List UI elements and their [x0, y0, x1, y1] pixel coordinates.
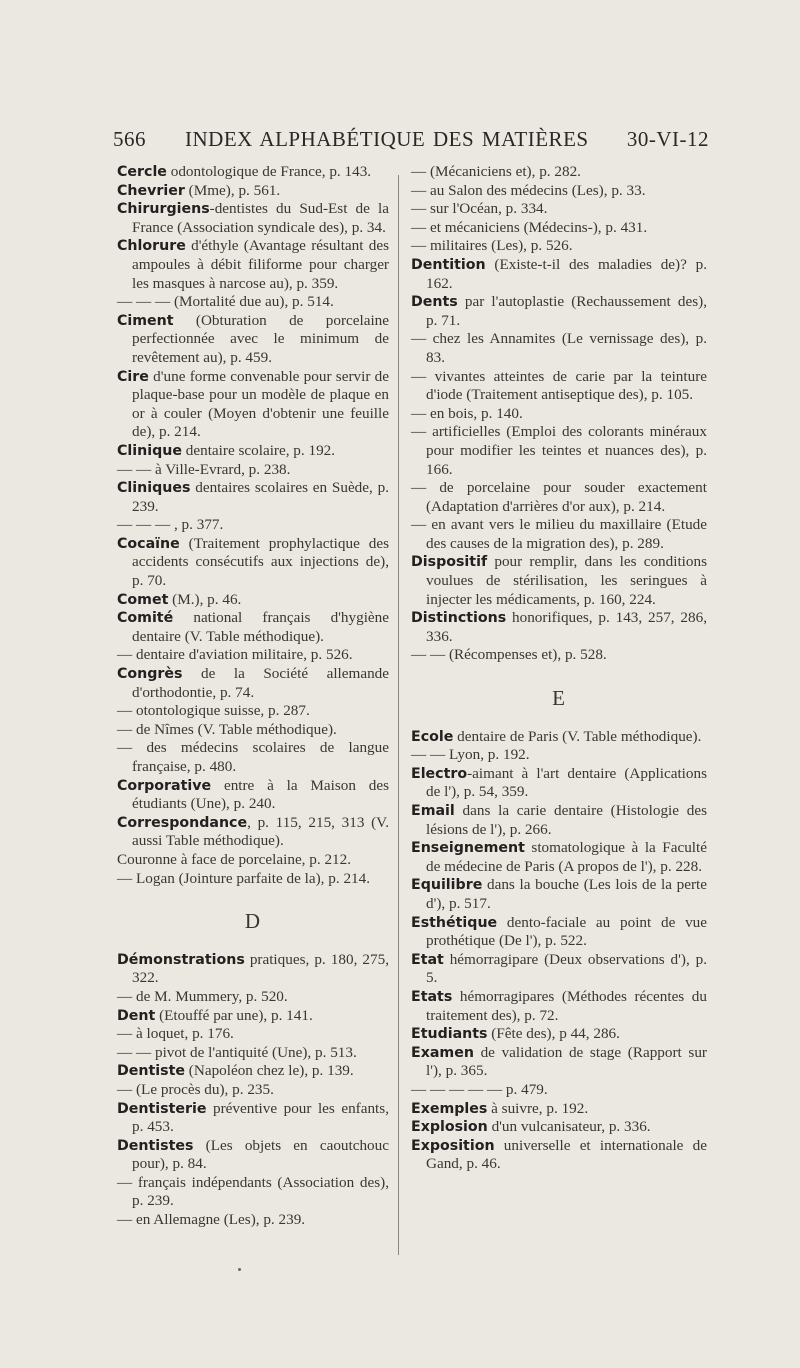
entry-headword: Cire [117, 368, 149, 385]
page-number: 566 [113, 127, 146, 151]
entry-headword: Dentition [411, 256, 486, 273]
index-entry [117, 1100, 389, 1137]
column-divider [398, 175, 399, 1255]
index-entry [411, 405, 707, 424]
index-entry [117, 988, 389, 1007]
index-entry [117, 1044, 389, 1063]
entry-text: de validation de stage (Rapport sur l'), p. 365. [426, 1043, 707, 1080]
entry-text: Couronne à face de porcelaine, p. 212. [117, 850, 352, 868]
entries-c [117, 163, 389, 888]
entry-text: odontologique de France, p. 143. [166, 163, 372, 180]
entry-text: dentaires scolaires en Suède, p. 239. [132, 479, 389, 515]
index-entry [117, 200, 389, 237]
entry-headword: Electro [411, 765, 468, 782]
running-title: INDEX ALPHABÉTIQUE DES MATIÈRES [185, 127, 589, 151]
entry-headword: Equilibre [411, 877, 483, 894]
entry-headword: Dent [117, 1007, 156, 1024]
entry-headword: Démonstrations [117, 951, 245, 968]
entry-headword: Comité [117, 610, 174, 627]
index-entry [411, 163, 707, 182]
index-entry [117, 646, 389, 665]
entry-text: — et mécaniciens (Médecins-), p. 431. [411, 218, 648, 236]
section-letter-e: E [552, 686, 566, 711]
entry-headword: Ecole [411, 728, 454, 745]
index-entry [117, 1062, 389, 1081]
entry-text: (Existe-t-il des maladies de)? p. 162. [426, 255, 707, 292]
index-entry [117, 237, 389, 293]
index-entry [117, 442, 389, 461]
entry-text: entre à la Maison des étudiants (Une), p. 240. [132, 776, 389, 813]
entry-headword: Etats [411, 988, 453, 1005]
entry-text: (M.), p. 46. [168, 590, 242, 608]
entry-text: dans la carie dentaire (Histologie des lésions de l'), p. 266. [426, 802, 707, 838]
entry-text: — chez les Annamites (Le vernissage des), p. 83. [411, 330, 707, 366]
entry-text: — otontologique suisse, p. 287. [117, 702, 310, 720]
index-entry [117, 1025, 389, 1044]
index-entry [117, 851, 389, 870]
entry-text: (Traitement prophylactique des accidents consécutifs aux injections de), p. 70. [132, 534, 389, 590]
index-entry [411, 1100, 707, 1119]
index-entry [411, 293, 707, 330]
entry-text: (Fête des), p 44, 286. [487, 1025, 620, 1043]
entry-text: par l'autoplastie (Rechaussement des), p. 71. [426, 293, 707, 329]
section-letter-d: D [244, 909, 262, 934]
index-entry [411, 368, 707, 405]
entry-headword: Explosion [411, 1119, 488, 1136]
index-entry [117, 721, 389, 740]
entry-text: — — — , p. 377. [117, 516, 224, 534]
entry-text: d'éthyle (Avantage résultant des ampoules à débit filiforme pour charger les masques à narcose au), p. 359. [132, 237, 389, 292]
entry-text: — français indépendants (Association des), p. 239. [117, 1173, 389, 1210]
index-entry [117, 951, 389, 988]
index-entry [411, 237, 707, 256]
entry-text: dento-faciale au point de vue prothétique (De l'), p. 522. [426, 913, 707, 950]
entry-headword: Enseignement [411, 840, 525, 857]
index-entry [117, 516, 389, 535]
entry-text: — — pivot de l'antiquité (Une), p. 513. [117, 1043, 357, 1061]
entry-headword: Chirurgiens [117, 201, 210, 218]
entry-text: dentaire de Paris (V. Table méthodique). [453, 727, 702, 745]
entry-text: (Napoléon chez le), p. 139. [185, 1062, 354, 1080]
index-entry [411, 330, 707, 367]
entry-headword: Corporative [117, 777, 212, 794]
entries-d-continued [411, 163, 707, 665]
entry-text: — Logan (Jointure parfaite de la), p. 214. [117, 869, 371, 887]
index-entry [411, 256, 707, 293]
index-entry [411, 746, 707, 765]
index-entry [411, 1118, 707, 1137]
index-entry [411, 553, 707, 609]
entry-headword: Etudiants [411, 1026, 488, 1043]
index-entry [411, 765, 707, 802]
page-mark [238, 1268, 241, 1271]
entry-text: à suivre, p. 192. [487, 1099, 589, 1117]
index-entry [117, 1081, 389, 1100]
entry-text: d'un vulcanisateur, p. 336. [487, 1118, 651, 1136]
entry-headword: Comet [117, 591, 169, 608]
index-entry [117, 814, 389, 851]
index-entry [117, 777, 389, 814]
index-entry [411, 1081, 707, 1100]
index-entry [117, 163, 389, 182]
entry-text: honorifiques, p. 143, 257, 286, 336. [426, 609, 707, 645]
index-entry [117, 479, 389, 516]
entry-headword: Clinique [117, 442, 182, 459]
entry-headword: Congrès [117, 666, 183, 683]
entry-headword: Cercle [117, 164, 167, 180]
entry-headword: Chlorure [117, 238, 186, 255]
entry-text: hémorragipare (Deux observations d'), p. 5. [426, 950, 707, 987]
entry-headword: Examen [411, 1044, 474, 1061]
index-entry [411, 1044, 707, 1081]
index-entry [411, 728, 707, 747]
index-entry [411, 479, 707, 516]
entry-text: (Etouffé par une), p. 141. [155, 1006, 313, 1024]
index-entry [117, 461, 389, 480]
entry-headword: Correspondance [117, 814, 248, 831]
entry-text: — de M. Mummery, p. 520. [117, 987, 288, 1005]
index-entry [117, 665, 389, 702]
entry-text: — (Le procès du), p. 235. [117, 1080, 274, 1098]
entry-headword: Dentisterie [117, 1100, 207, 1117]
entry-text: — des médecins scolaires de langue française, p. 480. [117, 739, 389, 775]
entry-headword: Exemples [411, 1100, 488, 1117]
entries-e [411, 728, 707, 1174]
index-entry [411, 951, 707, 988]
index-entry [411, 609, 707, 646]
index-entry [411, 516, 707, 553]
entry-headword: Exposition [411, 1137, 495, 1154]
entry-headword: Distinctions [411, 610, 507, 627]
issue-date: 30-VI-12 [626, 127, 709, 151]
entry-text: — en bois, p. 140. [411, 404, 523, 422]
left-column [117, 163, 389, 1230]
entry-text: — militaires (Les), p. 526. [411, 237, 573, 255]
index-entry [411, 839, 707, 876]
entry-text: — sur l'Océan, p. 334. [411, 200, 548, 218]
entry-headword: Dents [411, 294, 458, 311]
entry-text: — dentaire d'aviation militaire, p. 526. [117, 646, 353, 664]
entry-text: préventive pour les enfants, p. 453. [132, 1099, 389, 1136]
entry-text: — (Mécaniciens et), p. 282. [411, 163, 581, 180]
index-entry [411, 988, 707, 1025]
entry-headword: Esthétique [411, 914, 498, 931]
entry-headword: Dispositif [411, 554, 488, 571]
index-entry [117, 739, 389, 776]
index-entry [411, 914, 707, 951]
index-entry [411, 802, 707, 839]
index-entry [117, 702, 389, 721]
right-column [411, 163, 707, 1174]
entry-text: pour remplir, dans les conditions voulues de stérilisation, les seringues à injecter les médicaments, p. 160, 224. [426, 553, 707, 608]
entry-headword: Email [411, 803, 455, 819]
entry-headword: Dentistes [117, 1137, 194, 1154]
entry-text: — — à Ville-Evrard, p. 238. [117, 460, 291, 478]
index-entry [411, 219, 707, 238]
entry-text: pratiques, p. 180, 275, 322. [132, 950, 389, 987]
index-entry [411, 646, 707, 665]
entry-headword: Ciment [117, 312, 174, 329]
entry-text: — — (Récompenses et), p. 528. [411, 646, 607, 664]
entry-headword: Dentiste [117, 1063, 185, 1080]
entry-text: — en avant vers le milieu du maxillaire (Etude des causes de la migration des), p. 289. [411, 516, 707, 552]
entry-text: — en Allemagne (Les), p. 239. [117, 1211, 306, 1229]
entries-d [117, 951, 389, 1230]
entry-text: (Obturation de porcelaine perfectionnée avec le minimum de revêtement au), p. 459. [132, 311, 389, 366]
index-entry [117, 1007, 389, 1026]
entry-text: — — — — — p. 479. [411, 1080, 548, 1098]
entry-text: — au Salon des médecins (Les), p. 33. [411, 181, 646, 199]
index-entry [117, 368, 389, 442]
entry-text: dentaire scolaire, p. 192. [181, 441, 336, 459]
entry-text: — à loquet, p. 176. [117, 1025, 234, 1043]
index-entry [411, 182, 707, 201]
entry-text: d'une forme convenable pour servir de plaque-base pour un modèle de plaque en or à couler (Moyen d'obtenir une feuille de), p. 214. [132, 367, 389, 441]
index-entry [411, 200, 707, 219]
entry-text: national français d'hygiène dentaire (V. Table méthodique). [132, 609, 389, 645]
entry-text: -aimant à l'art dentaire (Applications de l'), p. 54, 359. [426, 764, 707, 801]
index-entry [117, 535, 389, 591]
index-entry [411, 876, 707, 913]
entry-text: universelle et internationale de Gand, p. 46. [426, 1136, 707, 1173]
entry-headword: Cliniques [117, 480, 191, 497]
entry-text: dans la bouche (Les lois de la perte d'), p. 517. [426, 876, 707, 912]
entry-headword: Etat [411, 951, 444, 968]
index-entry [411, 423, 707, 479]
entry-text: — artificielles (Emploi des colorants minéraux pour modifier les teintes et nuances des), p. 166. [411, 423, 707, 478]
entry-text: stomatologique à la Faculté de médecine de Paris (A propos de l'), p. 228. [426, 839, 707, 875]
index-entry [117, 182, 389, 201]
index-entry [117, 591, 389, 610]
entry-text: de la Société allemande d'orthodontie, p. 74. [132, 665, 389, 701]
entry-text: — de Nîmes (V. Table méthodique). [117, 720, 337, 738]
index-entry [117, 293, 389, 312]
entry-text: — de porcelaine pour souder exactement (Adaptation d'arrières d'or aux), p. 214. [411, 479, 707, 515]
index-entry [117, 1137, 389, 1174]
entry-text: (Mme), p. 561. [184, 181, 281, 199]
entry-headword: Chevrier [117, 182, 185, 199]
index-entry [117, 870, 389, 889]
entry-text: hémorragipares (Méthodes récentes du traitement des), p. 72. [426, 987, 707, 1024]
entry-text: -dentistes du Sud-Est de la France (Association syndicale des), p. 34. [132, 200, 389, 236]
index-entry [411, 1025, 707, 1044]
index-entry [411, 1137, 707, 1174]
entry-text: — — Lyon, p. 192. [411, 746, 530, 764]
entry-headword: Cocaïne [117, 535, 180, 552]
index-entry [117, 312, 389, 368]
entry-text: (Les objets en caoutchouc pour), p. 84. [132, 1136, 389, 1173]
entry-text: — vivantes atteintes de carie par la teinture d'iode (Traitement antiseptique des), p. 105. [411, 367, 707, 404]
entry-text: , p. 115, 215, 313 (V. aussi Table méthodique). [132, 813, 389, 850]
index-entry [117, 609, 389, 646]
entry-text: — — — (Mortalité due au), p. 514. [117, 293, 334, 311]
index-entry [117, 1174, 389, 1211]
index-entry [117, 1211, 389, 1230]
